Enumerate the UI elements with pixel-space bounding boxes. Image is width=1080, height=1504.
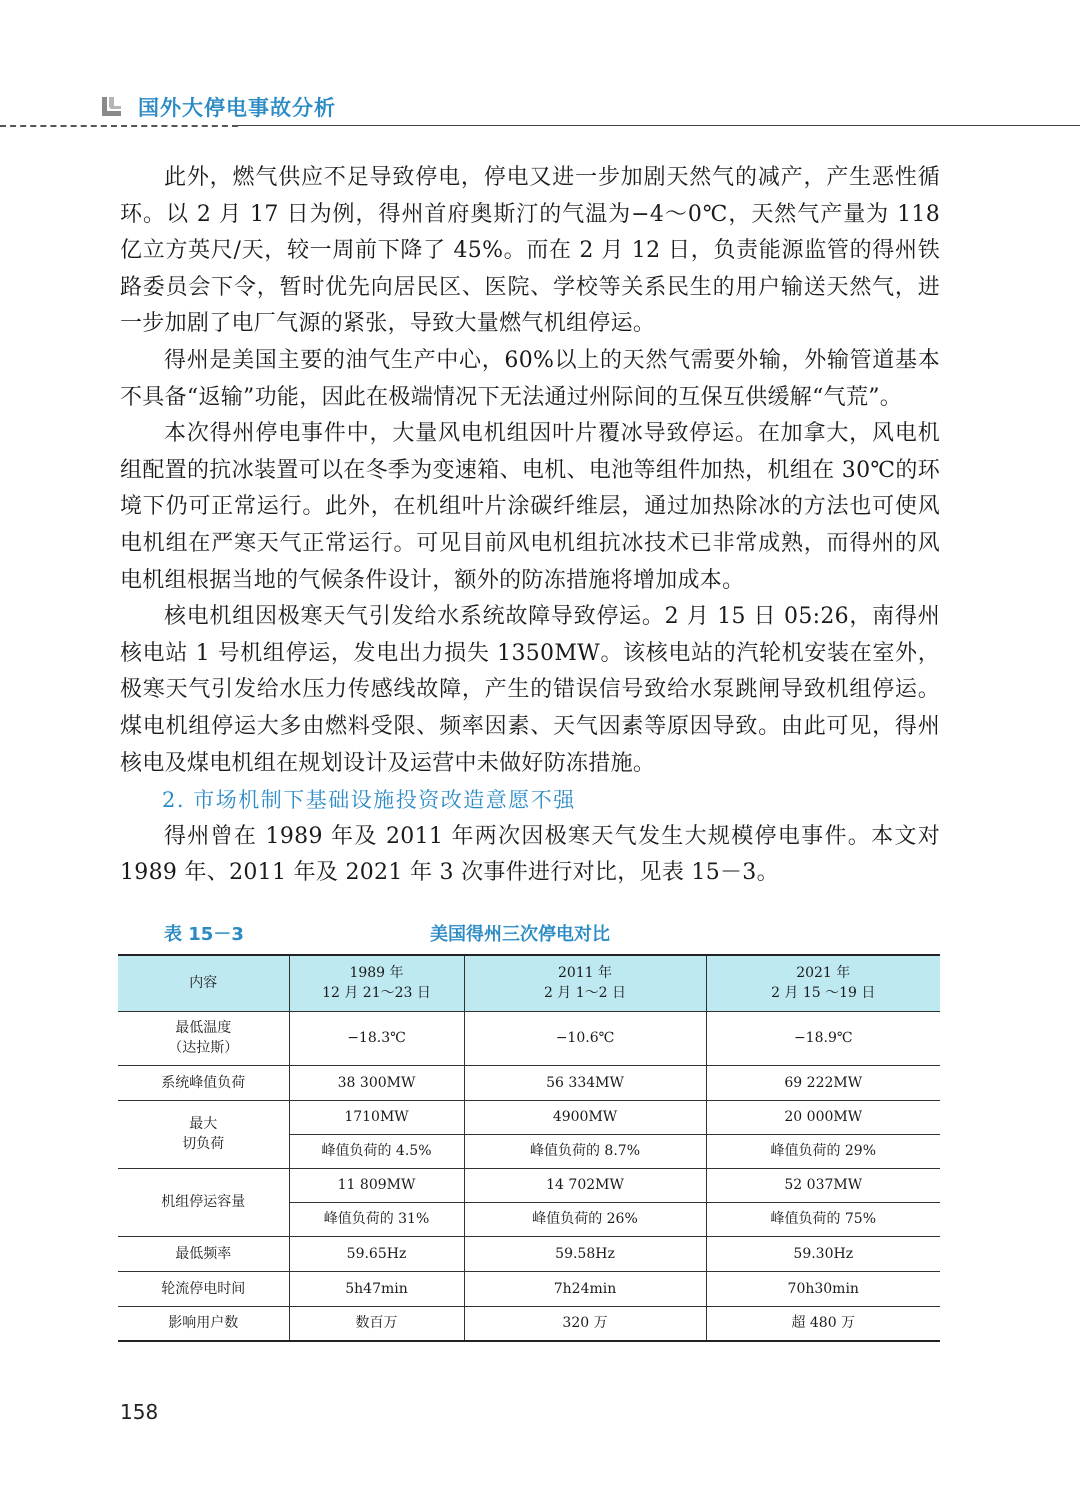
corner-arrow-icon <box>100 94 124 118</box>
table-cell: −10.6℃ <box>464 1011 706 1065</box>
table-cell: 峰值负荷的 4.5% <box>289 1134 464 1168</box>
page-number: 158 <box>120 1400 159 1424</box>
table-cell: 超 480 万 <box>706 1306 940 1341</box>
row-label-line: 最低温度 <box>175 1020 232 1036</box>
table-cell: 20 000MW <box>706 1100 940 1134</box>
row-label <box>118 1100 289 1168</box>
row-label-line: 切负荷 <box>182 1136 225 1152</box>
table-number: 表 15－3 <box>164 924 244 945</box>
table-title: 美国得州三次停电对比 <box>430 924 610 945</box>
table-row <box>118 1011 940 1065</box>
table-row <box>118 1100 940 1134</box>
paragraph: 核电机组因极寒天气引发给水系统故障导致停运。2 月 15 日 05:26，南得州核电站 1 号机组停运，发电出力损失 1350MW。该核电站的汽轮机安装在室外，极寒天气引发给水压力传感线故障，产生的错误信号致给水泵跳闸导致机组停运。煤电机组停运大多由燃料受限、频率因素、天气因素等原因导致。由此可见，得州核电及煤电机组在规划设计及运营中未做好防冻措施。 <box>120 604 940 776</box>
comparison-table <box>118 954 940 1342</box>
table-cell: 320 万 <box>464 1306 706 1341</box>
table-cell: 峰值负荷的 8.7% <box>464 1134 706 1168</box>
table-row <box>118 1236 940 1271</box>
row-label-line: 最大 <box>189 1116 218 1132</box>
table-cell: 56 334MW <box>464 1065 706 1100</box>
table-cell: 70h30min <box>706 1271 940 1306</box>
column-dates: 12 月 21～23 日 <box>322 985 431 1002</box>
paragraph: 本次得州停电事件中，大量风电机组因叶片覆冰导致停运。在加拿大，风电机组配置的抗冰装置可以在冬季为变速箱、电机、电池等组件加热，机组在 30℃的环境下仍可正常运行。此外，在机组叶片涂碳纤维层，通过加热除冰的方法也可使风电机组在严寒天气正常运行。可见目前风电机组抗冰技术已非常成熟，而得州的风电机组根据当地的气候条件设计，额外的防冻措施将增加成本。 <box>120 421 940 593</box>
body-text <box>120 160 940 892</box>
table-cell: 数百万 <box>289 1306 464 1341</box>
table-cell: 59.58Hz <box>464 1236 706 1271</box>
paragraph: 得州是美国主要的油气生产中心，60%以上的天然气需要外输，外输管道基本不具备“返输”功能，因此在极端情况下无法通过州际间的互保互供缓解“气荒”。 <box>120 347 940 410</box>
table-cell: −18.9℃ <box>706 1011 940 1065</box>
table-cell: 59.30Hz <box>706 1236 940 1271</box>
row-label <box>118 1011 289 1065</box>
running-header-title: 国外大停电事故分析 <box>138 96 336 120</box>
table-caption <box>120 918 940 948</box>
table-cell: 峰值负荷的 29% <box>706 1134 940 1168</box>
column-header <box>464 955 706 1011</box>
table-cell: 38 300MW <box>289 1065 464 1100</box>
column-header <box>706 955 940 1011</box>
row-label: 系统峰值负荷 <box>118 1065 289 1100</box>
column-year: 1989 年 <box>349 965 404 982</box>
table-cell: 11 809MW <box>289 1168 464 1202</box>
table-cell: 52 037MW <box>706 1168 940 1202</box>
header-dashed-rule <box>0 125 238 127</box>
table-cell: 1710MW <box>289 1100 464 1134</box>
table-cell: 峰值负荷的 26% <box>464 1202 706 1236</box>
column-dates: 2 月 1～2 日 <box>543 985 627 1002</box>
paragraph: 此外，燃气供应不足导致停电，停电又进一步加剧天然气的减产，产生恶性循环。以 2 月 17 日为例，得州首府奥斯汀的气温为−4～0℃，天然气产量为 118 亿立方英尺/天，较一周前下降了 45%。而在 2 月 12 日，负责能源监管的得州铁路委员会下令，暂时优先向居民区、医院、学校等关系民生的用户输送天然气，进一步加剧了电厂气源的紧张，导致大量燃气机组停运。 <box>120 165 940 337</box>
table-cell: 4900MW <box>464 1100 706 1134</box>
table-cell: −18.3℃ <box>289 1011 464 1065</box>
column-header <box>289 955 464 1011</box>
section-subheading: 2. 市场机制下基础设施投资改造意愿不强 <box>162 788 576 813</box>
column-year: 2021 年 <box>796 965 851 982</box>
row-label: 影响用户数 <box>118 1306 289 1341</box>
table-cell: 峰值负荷的 31% <box>289 1202 464 1236</box>
table-cell: 69 222MW <box>706 1065 940 1100</box>
table-row <box>118 1168 940 1202</box>
running-header <box>0 84 1080 130</box>
column-header: 内容 <box>118 955 289 1011</box>
column-year: 2011 年 <box>557 965 613 982</box>
table-cell: 峰值负荷的 75% <box>706 1202 940 1236</box>
table-cell: 59.65Hz <box>289 1236 464 1271</box>
table-row <box>118 1271 940 1306</box>
row-label: 机组停运容量 <box>118 1168 289 1236</box>
table-row <box>118 1306 940 1341</box>
table-header-row <box>118 955 940 1011</box>
table-row <box>118 1065 940 1100</box>
row-label: 轮流停电时间 <box>118 1271 289 1306</box>
row-label-line: （达拉斯） <box>168 1040 239 1056</box>
paragraph: 得州曾在 1989 年及 2011 年两次因极寒天气发生大规模停电事件。本文对 1989 年、2011 年及 2021 年 3 次事件进行对比，见表 15－3。 <box>120 823 940 886</box>
header-solid-rule <box>238 125 1080 126</box>
row-label: 最低频率 <box>118 1236 289 1271</box>
column-dates: 2 月 15 ～19 日 <box>771 985 876 1002</box>
table-cell: 7h24min <box>464 1271 706 1306</box>
table-cell: 14 702MW <box>464 1168 706 1202</box>
table-cell: 5h47min <box>289 1271 464 1306</box>
